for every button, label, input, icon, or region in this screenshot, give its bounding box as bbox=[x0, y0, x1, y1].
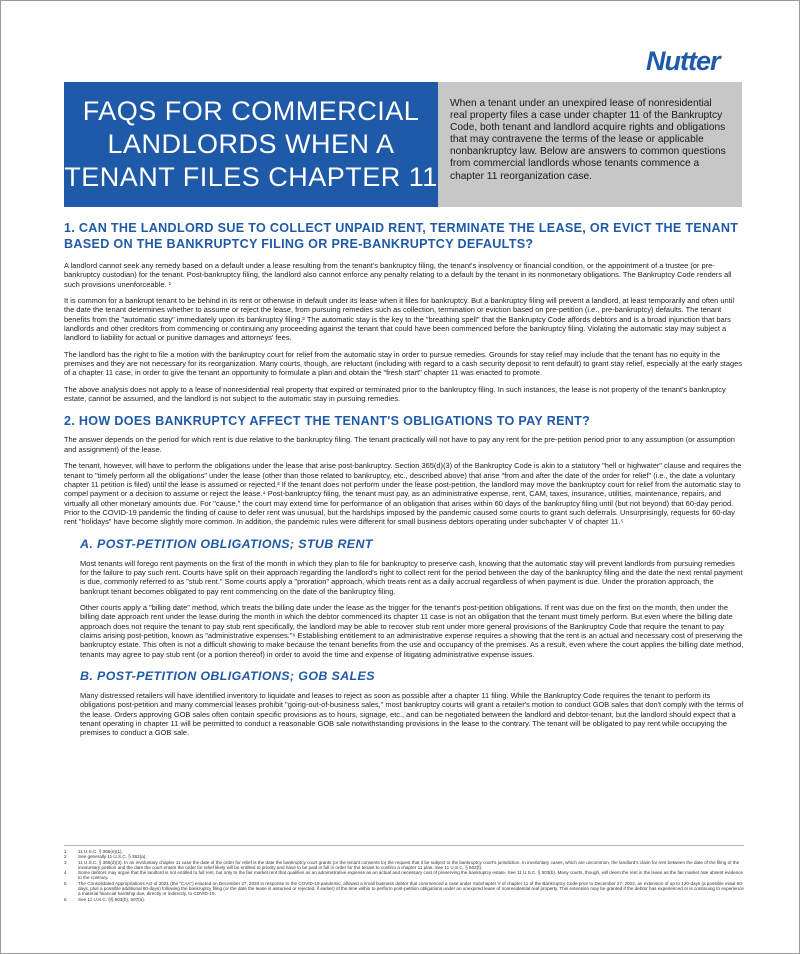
title-line-3: TENANT FILES CHAPTER 11 bbox=[64, 162, 438, 192]
subsection-a-heading: A. POST-PETITION OBLIGATIONS; STUB RENT bbox=[80, 536, 373, 551]
footnote: 1 11 U.S.C. § 365(e)(1). bbox=[64, 849, 123, 854]
footnote: 3 11 U.S.C. § 365(d)(3). In an involuntary chapter 11 case the date of the order for relief is the date the bankruptcy court grants (or the tenant consents to) the request that it be subject to the bankruptcy court's jurisdiction. In involuntary cases, which are uncommon, the landlord's claim for rent between the date of the filing of the involuntary petition and the date the court enters the order for relief likely will be entitled to priority and have to be paid in full in order for the tenant to confirm a chapter 11 plan. See 11 U.S.C. § 502(f). bbox=[64, 859, 740, 870]
title-line-1: FAQS FOR COMMERCIAL bbox=[82, 96, 420, 126]
footnote: 4 Some debtors may argue that the landlord is not entitled to full rent, but only to the fair market rent that qualifies as an administrative expense as an actual and necessary cost of preserving the bankruptcy estate. See 11 U.S.C. § 503(b). Many courts, though, will deem the rent in the lease as the fair market rate absent evidence to the contrary. bbox=[64, 870, 744, 881]
section-2-paragraph-1: The answer depends on the period for which rent is due relative to the bankruptcy filing. The tenant practically will not have to pay any rent for the pre-petition period prior to any assumption (or assumption and assignment) of the lease. bbox=[64, 435, 735, 454]
subsection-b-heading: B. POST-PETITION OBLIGATIONS; GOB SALES bbox=[80, 669, 375, 683]
footnote: 6 See 11 U.S.C. §§ 503(b), 507(a). bbox=[64, 896, 146, 902]
footnote: 2 See generally 11 U.S.C. § 362(a). bbox=[64, 854, 147, 860]
nutter-logo: Nutter bbox=[646, 46, 720, 76]
title-banner bbox=[64, 82, 438, 207]
title-line-2: LANDLORDS WHEN A bbox=[107, 129, 395, 159]
section-2-heading: 2. HOW DOES BANKRUPTCY AFFECT THE TENANT'S OBLIGATIONS TO PAY RENT? bbox=[64, 414, 591, 429]
section-1-paragraph-1: A landlord cannot seek any remedy based on a default under a lease resulting from the tenant's bankruptcy filing, the tenant's insolvency or financial condition, or the appointment of a trustee (or pre-bankruptcy custodian) for the tenant. Post-bankruptcy filing, the landlord also cannot enforce any penalty relating to a default by the tenant in its nonmonetary obligations. The Bankruptcy Code renders all such provisions unenforceable. ¹ bbox=[64, 261, 732, 289]
intro-text: When a tenant under an unexpired lease of nonresidential real property files a case under chapter 11 of the Bankruptcy Code, both tenant and landlord acquire rights and obligations that may contravene the terms of the lease or applicable nonbankruptcy law. Below are answers to common questions from commercial landlords whose tenants commence a chapter 11 reorganization case. bbox=[450, 98, 726, 182]
subsection-a-paragraph-2: Other courts apply a "billing date" method, which treats the billing date under the lease as the trigger for the tenant's post-petition obligations. If rent was due on the first on the month, then under the billing date approach rent under the lease during the month in which the debtor commenced its chapter 11 case is not an obligation that the tenant must timely perform. But even where the billing date approach does not require the tenant to pay stub rent specifically, the landlord may be able to recover stub rent under more general provisions of the Bankruptcy Code that require the tenant to pay claims arising post-petition, known as "administrative expenses."⁶ Establishing entitlement to an administrative expense requires a showing that the rent is an actual and necessary cost of preserving the bankruptcy estate. This often is not a difficult showing to make because the tenant benefits from the use and occupancy of the premises. As a result, even where the court applies the billing date method, tenants may agree to pay stub rent (or a portion thereof) in order to avoid the time and expense of litigating administrative expense issues. bbox=[80, 602, 744, 659]
section-1-paragraph-2: It is common for a bankrupt tenant to be behind in its rent or otherwise in default under its lease when it files for bankruptcy. But a bankruptcy filing will prevent a landlord, at least temporarily and often until the date the tenant determines whether to assume or reject the lease, from pursuing remedies such as collection, termination or eviction based on pre-petition (i.e., pre-bankruptcy) defaults. The tenant benefits from the "automatic stay" immediately upon its bankruptcy filing.² The automatic stay is the key to the "breathing spell" that the Bankruptcy Code affords debtors and is a broad injunction that bars landlords and other creditors from commencing or continuing any proceeding against the tenant that could have been commenced before the bankruptcy filing. Violating the automatic stay may subject a landlord to liability for actual or punitive damages and attorneys' fees. bbox=[64, 296, 735, 343]
footnote: 5 The Consolidated Appropriations Act of 2021 (the "CAA") enacted on December 27, 2020 in response to the COVID-19 pandemic, allowed a small business debtor that commenced a case under Subchapter V of chapter 11 of the Bankruptcy Code prior to December 27, 2022, an extension of up to 120-days (a possible initial 60-days, plus a possible additional 60-days) following the bankruptcy filing (or the date the lease is assumed or rejected, if earlier) of the time within to perform post-petition obligations under an unexpired lease of nonresidential real property. This extension may be granted if the debtor has experienced or is continuing to experience a material financial hardship due, directly or indirectly, to COVID-19. bbox=[64, 880, 744, 897]
main-content bbox=[64, 220, 744, 738]
intro-box bbox=[438, 82, 742, 207]
section-1-heading: 1. CAN THE LANDLORD SUE TO COLLECT UNPAID RENT, TERMINATE THE LEASE, OR EVICT THE TENANT BASED ON THE BANKRUPTCY FILING OR PRE-BANKRUPTCY DEFAULTS? bbox=[64, 221, 739, 251]
footnotes bbox=[64, 849, 744, 902]
section-1-paragraph-4: The above analysis does not apply to a lease of nonresidential real property that expired or terminated prior to the bankruptcy filing. In such instances, the lease is not property of the tenant's bankruptcy estate, cannot be assumed, and the landlord is not subject to the automatic stay in pursuing remedies. bbox=[64, 384, 726, 404]
footnote-divider bbox=[64, 845, 744, 846]
section-2-paragraph-2: The tenant, however, will have to perform the obligations under the lease that arise post-bankruptcy. Section 365(d)(3) of the Bankruptcy Code is akin to a statutory "hell or highwater" clause and requires the tenant to "timely perform all the obligations" under the lease (other than those related to bankruptcy, etc., described above) that arise "from and after the date of the order for relief" (i.e., the date a voluntary chapter 11 petition is filed) until the lease is assumed or rejected.³ If the tenant does not perform under the lease post-petition, the landlord may move the bankruptcy court for relief from the automatic stay to compel payment or a decision to assume or reject the lease.⁴ Post-bankruptcy filing, the tenant must pay, as an administrative expense, rent, CAM, taxes, insurance, utilities, maintenance, repairs, and virtually all other monetary amounts due. For "cause," the court may extend time for performance of an obligation that arises within 60 days of the bankruptcy filing until (but not beyond) that 60-day period. Prior to the COVID-19 pandemic the finding of cause to defer rent was unusual, but the hardships imposed by the pandemic caused some courts to grant such deferrals. Unsurprisingly, requests for 60-day rent "holidays" have become slightly more common. In addition, the pandemic rules were different for small business debtors operating under subchapter V of chapter 11.⁵ bbox=[64, 461, 742, 527]
page-title bbox=[64, 95, 438, 194]
section-1-paragraph-3: The landlord has the right to file a motion with the bankruptcy court for relief from the automatic stay in order to pursue remedies. Grounds for stay relief may include that the tenant has no equity in the premises and they are not necessary for its reorganization. Many courts, though, are reluctant (including with regard to a cash security deposit to rent default) to grant stay relief, especially at the early stages of a chapter 11 case, in order to give the tenant an opportunity to formulate a plan and obtain the "fresh start" chapter 11 was enacted to promote. bbox=[64, 349, 742, 378]
subsection-b-paragraph-1: Many distressed retailers will have identified inventory to liquidate and leases to reject as soon as possible after a chapter 11 filing. While the Bankruptcy Code requires the tenant to perform its obligations post-petition and many commercial leases prohibit "going-out-of-business sales," most bankruptcy courts will grant a retailer's motion to conduct GOB sales that don't comply with the terms of the lease. Orders approving GOB sales often contain specific provisions as to hours, signage, etc., and can be negotiated between the landlord and debtor-tenant, but the landlord should expect that a tenant operating in chapter 11 will be permitted to conduct a reasonable GOB sale notwithstanding provisions in the lease to the contrary. The tenant will be obligated to pay rent while occupying the premises to conduct a GOB sale. bbox=[80, 691, 744, 738]
subsection-a-paragraph-1: Most tenants will forego rent payments on the first of the month in which they plan to file for bankruptcy to preserve cash, knowing that the automatic stay will prevent landlords from pursuing remedies for the failure to pay such rent. Courts have split on their approach regarding the landlord's right to collect rent for the period between the day of the bankruptcy filing and the date the next rental payment is due, commonly referred to as "stub rent." Some courts apply a "proration" approach, which treats rent as a daily accrual regardless of when payment is due. Under the proration approach, the bankrupt tenant becomes obligated to pay rent commencing on the date of the bankruptcy filing. bbox=[80, 558, 743, 596]
